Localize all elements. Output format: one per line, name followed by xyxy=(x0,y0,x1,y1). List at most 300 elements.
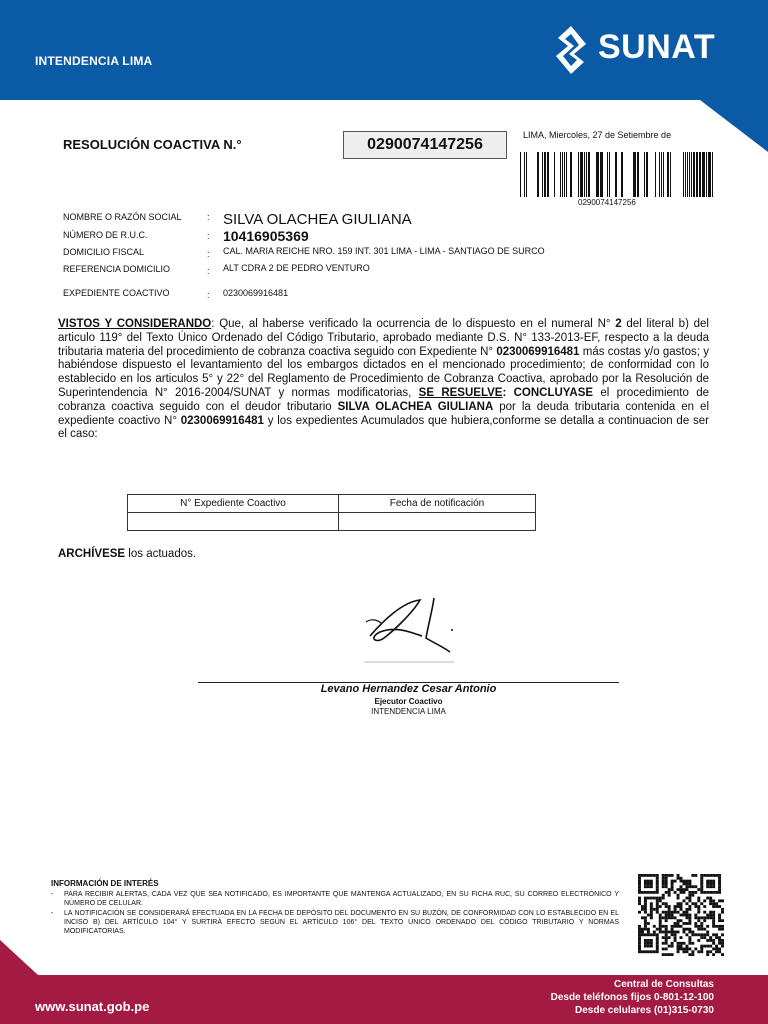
resolution-number: 0290074147256 xyxy=(343,131,507,159)
qr-module xyxy=(665,942,668,945)
qr-module xyxy=(709,950,712,953)
qr-module xyxy=(638,942,641,945)
qr-module xyxy=(706,891,709,894)
contact-mobile-phone: Desde celulares (01)315-0730 xyxy=(575,1005,714,1016)
qr-module xyxy=(677,894,680,897)
qr-module xyxy=(715,936,718,939)
qr-module xyxy=(691,891,694,894)
barcode-bar xyxy=(615,152,617,197)
qr-module xyxy=(647,914,650,917)
qr-module xyxy=(674,925,677,928)
qr-module xyxy=(682,880,685,883)
qr-module xyxy=(674,931,677,934)
barcode-bar xyxy=(609,152,610,197)
qr-module xyxy=(721,919,724,922)
qr-module xyxy=(662,885,665,888)
qr-module xyxy=(691,942,694,945)
qr-module xyxy=(700,922,703,925)
qr-module xyxy=(674,908,677,911)
qr-module xyxy=(662,897,665,900)
barcode-bar xyxy=(659,152,660,197)
barcode-bar xyxy=(524,152,525,197)
qr-module xyxy=(647,931,650,934)
qr-module xyxy=(691,953,694,956)
qr-module xyxy=(665,885,668,888)
table-cell xyxy=(128,513,339,531)
qr-module xyxy=(671,933,674,936)
qr-module xyxy=(721,908,724,911)
barcode-bar xyxy=(708,152,711,197)
qr-module xyxy=(662,911,665,914)
qr-module xyxy=(641,908,644,911)
qr-module xyxy=(653,891,656,894)
qr-module xyxy=(677,925,680,928)
qr-module xyxy=(674,911,677,914)
qr-module xyxy=(703,933,706,936)
qr-module xyxy=(638,899,641,902)
qr-module xyxy=(700,925,703,928)
qr-module xyxy=(682,899,685,902)
qr-module xyxy=(694,922,697,925)
qr-module xyxy=(668,891,671,894)
barcode-bar xyxy=(566,152,567,197)
qr-module xyxy=(712,948,715,951)
qr-module xyxy=(644,945,647,948)
qr-module xyxy=(709,891,712,894)
qr-module xyxy=(688,897,691,900)
qr-module xyxy=(706,939,709,942)
barcode-bar xyxy=(661,152,662,197)
name-value: SILVA OLACHEA GIULIANA xyxy=(223,211,412,228)
qr-module xyxy=(700,882,703,885)
qr-module xyxy=(659,928,662,931)
qr-module xyxy=(718,905,721,908)
qr-module xyxy=(709,911,712,914)
qr-module xyxy=(665,877,668,880)
qr-module xyxy=(718,919,721,922)
qr-module xyxy=(656,950,659,953)
ruc-label: NÚMERO DE R.U.C. xyxy=(63,230,148,240)
qr-module xyxy=(644,942,647,945)
qr-module xyxy=(665,914,668,917)
qr-module xyxy=(638,925,641,928)
qr-module xyxy=(703,928,706,931)
qr-module xyxy=(653,931,656,934)
qr-module xyxy=(700,880,703,883)
qr-module xyxy=(647,933,650,936)
barcode-bar xyxy=(584,152,585,197)
qr-module xyxy=(688,922,691,925)
barcode-bar xyxy=(596,152,599,197)
qr-module xyxy=(665,931,668,934)
qr-module xyxy=(644,928,647,931)
contact-fixed-phone: Desde teléfonos fijos 0-801-12-100 xyxy=(550,992,714,1003)
qr-module xyxy=(691,931,694,934)
qr-module xyxy=(665,936,668,939)
qr-module xyxy=(665,939,668,942)
qr-module xyxy=(644,885,647,888)
qr-module xyxy=(680,885,683,888)
qr-module xyxy=(644,882,647,885)
qr-module xyxy=(688,882,691,885)
list-item xyxy=(51,909,619,937)
qr-module xyxy=(677,911,680,914)
qr-module xyxy=(718,877,721,880)
qr-module xyxy=(694,948,697,951)
qr-module xyxy=(647,891,650,894)
qr-module xyxy=(688,880,691,883)
footer-banner xyxy=(0,975,768,1024)
qr-module xyxy=(647,942,650,945)
qr-module xyxy=(674,880,677,883)
qr-module xyxy=(706,874,709,877)
qr-module xyxy=(718,916,721,919)
qr-module xyxy=(647,874,650,877)
qr-module xyxy=(677,942,680,945)
qr-module xyxy=(677,931,680,934)
qr-module xyxy=(712,902,715,905)
qr-module xyxy=(712,925,715,928)
qr-module xyxy=(712,939,715,942)
qr-module xyxy=(718,939,721,942)
qr-module xyxy=(656,911,659,914)
info-item-2: LA NOTIFICACIÓN SE CONSIDERARÁ EFECTUADA EN LA FECHA DE DEPÓSITO DEL DOCUMENTO EN SU BUZÓN, DE CONFORMIDAD CON LO ESTABLECIDO EN EL INCISO B) DEL ARTÍCULO 104° Y SURTIRÁ EFECTO SEGÚN EL ARTÍCULO 106° DEL TEXTO ÚNICO ORDENADO DEL CÓDIGO TRIBUTARIO Y NORMAS MODIFICATORIAS. xyxy=(64,909,619,936)
qr-module xyxy=(650,914,653,917)
qr-module xyxy=(656,880,659,883)
qr-module xyxy=(659,931,662,934)
qr-module xyxy=(697,925,700,928)
qr-module xyxy=(650,942,653,945)
qr-module xyxy=(700,936,703,939)
qr-module xyxy=(644,880,647,883)
qr-module xyxy=(682,931,685,934)
qr-module xyxy=(688,885,691,888)
barcode-bar xyxy=(646,152,648,197)
qr-module xyxy=(721,945,724,948)
table-row xyxy=(128,513,536,531)
qr-module xyxy=(709,897,712,900)
qr-module xyxy=(697,939,700,942)
qr-module xyxy=(647,945,650,948)
qr-module xyxy=(662,942,665,945)
qr-module xyxy=(685,908,688,911)
qr-module xyxy=(715,891,718,894)
qr-module xyxy=(644,925,647,928)
qr-module xyxy=(647,885,650,888)
qr-module xyxy=(671,953,674,956)
qr-module xyxy=(682,891,685,894)
qr-module xyxy=(662,877,665,880)
qr-module xyxy=(656,885,659,888)
qr-module xyxy=(682,948,685,951)
qr-module xyxy=(656,936,659,939)
qr-module xyxy=(685,882,688,885)
qr-module xyxy=(685,950,688,953)
qr-module xyxy=(662,948,665,951)
barcode-bar xyxy=(586,152,587,197)
qr-module xyxy=(721,942,724,945)
qr-module xyxy=(677,919,680,922)
qr-module xyxy=(641,916,644,919)
qr-module xyxy=(677,945,680,948)
header-fold xyxy=(700,100,768,152)
qr-module xyxy=(721,925,724,928)
qr-module xyxy=(721,953,724,956)
qr-module xyxy=(671,942,674,945)
qr-module xyxy=(712,922,715,925)
qr-module xyxy=(638,950,641,953)
barcode-bar xyxy=(637,152,639,197)
qr-module xyxy=(700,874,703,877)
barcode-bar xyxy=(580,152,583,197)
qr-code xyxy=(638,874,724,956)
qr-module xyxy=(697,928,700,931)
qr-module xyxy=(706,885,709,888)
body-text-2: del literal b) del articulo 119° del Texto Único Ordenado del Código Tributario, aprobado mediante D.S. N° 133-2013-EF, respecto a la deuda tributaria materia del procedimiento de cobranza coactiva seguido con Expediente N° xyxy=(58,318,709,358)
qr-module xyxy=(709,882,712,885)
qr-module xyxy=(662,936,665,939)
barcode-bar xyxy=(670,152,671,197)
qr-module xyxy=(665,928,668,931)
qr-module xyxy=(706,897,709,900)
qr-module xyxy=(662,882,665,885)
qr-module xyxy=(680,877,683,880)
qr-module xyxy=(688,939,691,942)
qr-module xyxy=(659,899,662,902)
qr-module xyxy=(706,880,709,883)
barcode-bar xyxy=(644,152,645,197)
qr-module xyxy=(638,928,641,931)
qr-module xyxy=(662,874,665,877)
qr-module xyxy=(715,902,718,905)
qr-module xyxy=(644,905,647,908)
info-item-1: PARA RECIBIR ALERTAS, CADA VEZ QUE SEA NOTIFICADO, ES IMPORTANTE QUE MANTENGA ACTUALIZADO, EN SU FICHA RUC, SU CORREO ELECTRÓNICO Y NÚMERO DE CELULAR. xyxy=(64,891,619,908)
barcode-bar xyxy=(554,152,555,197)
reference-label: REFERENCIA DOMICILIO xyxy=(63,264,171,274)
qr-module xyxy=(668,908,671,911)
qr-module xyxy=(671,916,674,919)
signer-role: Ejecutor Coactivo xyxy=(374,697,443,706)
qr-module xyxy=(721,933,724,936)
barcode-bar xyxy=(562,152,563,197)
qr-module xyxy=(671,914,674,917)
qr-module xyxy=(712,914,715,917)
files-table xyxy=(127,494,536,531)
qr-module xyxy=(656,874,659,877)
qr-module xyxy=(668,911,671,914)
qr-module xyxy=(685,897,688,900)
qr-module xyxy=(718,891,721,894)
qr-module xyxy=(671,931,674,934)
qr-module xyxy=(697,919,700,922)
barcode-bar xyxy=(667,152,669,197)
barcode-bar xyxy=(699,152,701,197)
qr-module xyxy=(718,948,721,951)
qr-module xyxy=(718,950,721,953)
qr-module xyxy=(685,922,688,925)
qr-module xyxy=(709,939,712,942)
qr-module xyxy=(703,945,706,948)
qr-module xyxy=(688,899,691,902)
qr-module xyxy=(668,914,671,917)
address-colon: : xyxy=(207,249,210,259)
qr-module xyxy=(682,928,685,931)
qr-module xyxy=(653,897,656,900)
qr-module xyxy=(656,902,659,905)
body-text-5: por la deuda tributaria contenida en el expediente coactivo N° xyxy=(58,400,709,427)
qr-module xyxy=(718,874,721,877)
qr-module xyxy=(641,874,644,877)
qr-module xyxy=(682,882,685,885)
table-header-row xyxy=(128,495,536,513)
qr-module xyxy=(718,885,721,888)
resolution-body xyxy=(58,318,709,442)
barcode-bar xyxy=(588,152,590,197)
qr-module xyxy=(665,891,668,894)
qr-module xyxy=(718,914,721,917)
qr-module xyxy=(688,894,691,897)
barcode-bar xyxy=(687,152,688,197)
qr-module xyxy=(700,948,703,951)
qr-module xyxy=(694,874,697,877)
qr-module xyxy=(677,905,680,908)
qr-module xyxy=(659,919,662,922)
qr-module xyxy=(671,925,674,928)
list-dash: - xyxy=(51,909,54,917)
qr-module xyxy=(691,950,694,953)
qr-module xyxy=(650,911,653,914)
qr-module xyxy=(638,939,641,942)
body-text-1: : Que, al haberse verificado la ocurrencia de lo dispuesto en el numeral N° xyxy=(211,318,616,330)
qr-module xyxy=(641,933,644,936)
qr-module xyxy=(703,905,706,908)
qr-module xyxy=(721,928,724,931)
qr-module xyxy=(680,902,683,905)
qr-module xyxy=(653,874,656,877)
barcode-bar xyxy=(570,152,572,197)
qr-module xyxy=(703,899,706,902)
qr-module xyxy=(674,905,677,908)
qr-module xyxy=(656,899,659,902)
qr-module xyxy=(638,933,641,936)
signature-image xyxy=(362,592,462,664)
qr-module xyxy=(685,928,688,931)
qr-module xyxy=(718,899,721,902)
qr-module xyxy=(680,891,683,894)
qr-module xyxy=(715,945,718,948)
qr-module xyxy=(650,891,653,894)
qr-module xyxy=(682,922,685,925)
qr-module xyxy=(706,953,709,956)
qr-module xyxy=(688,908,691,911)
qr-module xyxy=(709,880,712,883)
qr-module xyxy=(700,891,703,894)
signer-office: INTENDENCIA LIMA xyxy=(371,707,446,716)
qr-module xyxy=(685,933,688,936)
qr-module xyxy=(644,899,647,902)
qr-module xyxy=(638,880,641,883)
qr-module xyxy=(656,942,659,945)
qr-module xyxy=(638,902,641,905)
qr-module xyxy=(709,885,712,888)
qr-module xyxy=(638,948,641,951)
qr-module xyxy=(706,933,709,936)
qr-module xyxy=(712,911,715,914)
qr-module xyxy=(718,928,721,931)
qr-module xyxy=(712,919,715,922)
qr-module xyxy=(641,931,644,934)
qr-module xyxy=(650,939,653,942)
qr-module xyxy=(688,936,691,939)
qr-module xyxy=(680,919,683,922)
qr-module xyxy=(685,948,688,951)
qr-module xyxy=(641,950,644,953)
qr-module xyxy=(650,874,653,877)
barcode-bar xyxy=(685,152,686,197)
qr-module xyxy=(638,897,641,900)
qr-module xyxy=(700,885,703,888)
qr-module xyxy=(641,928,644,931)
qr-module xyxy=(650,905,653,908)
footer-website-link[interactable]: www.sunat.gob.pe xyxy=(35,999,150,1014)
qr-module xyxy=(718,925,721,928)
qr-module xyxy=(671,880,674,883)
barcode-bar xyxy=(712,152,713,197)
barcode-bar xyxy=(578,152,579,197)
qr-module xyxy=(709,936,712,939)
qr-module xyxy=(712,899,715,902)
qr-module xyxy=(694,885,697,888)
barcode-bar xyxy=(544,152,546,197)
qr-module xyxy=(688,919,691,922)
qr-module xyxy=(680,908,683,911)
qr-module xyxy=(712,942,715,945)
qr-module xyxy=(665,916,668,919)
barcode-bar xyxy=(663,152,664,197)
qr-module xyxy=(688,953,691,956)
qr-module xyxy=(677,888,680,891)
qr-module xyxy=(721,939,724,942)
qr-module xyxy=(653,933,656,936)
archive-bold: ARCHÍVESE xyxy=(58,548,126,560)
contact-title: Central de Consultas xyxy=(613,979,714,990)
qr-module xyxy=(662,925,665,928)
qr-module xyxy=(656,891,659,894)
qr-module xyxy=(665,948,668,951)
qr-module xyxy=(712,905,715,908)
qr-module xyxy=(685,916,688,919)
qr-module xyxy=(644,902,647,905)
qr-module xyxy=(685,888,688,891)
qr-module xyxy=(662,953,665,956)
qr-module xyxy=(665,882,668,885)
qr-module xyxy=(638,945,641,948)
qr-module xyxy=(650,902,653,905)
qr-module xyxy=(638,874,641,877)
qr-module xyxy=(709,899,712,902)
qr-module xyxy=(653,925,656,928)
qr-module xyxy=(706,950,709,953)
qr-module xyxy=(665,911,668,914)
qr-module xyxy=(668,894,671,897)
qr-module xyxy=(682,888,685,891)
qr-module xyxy=(709,945,712,948)
body-text-4: el procedimiento de cobranza coactiva seguido con el deudor tributario xyxy=(58,386,710,413)
barcode-bar xyxy=(621,152,623,197)
qr-module xyxy=(715,933,718,936)
qr-module xyxy=(694,891,697,894)
qr-module xyxy=(682,950,685,953)
